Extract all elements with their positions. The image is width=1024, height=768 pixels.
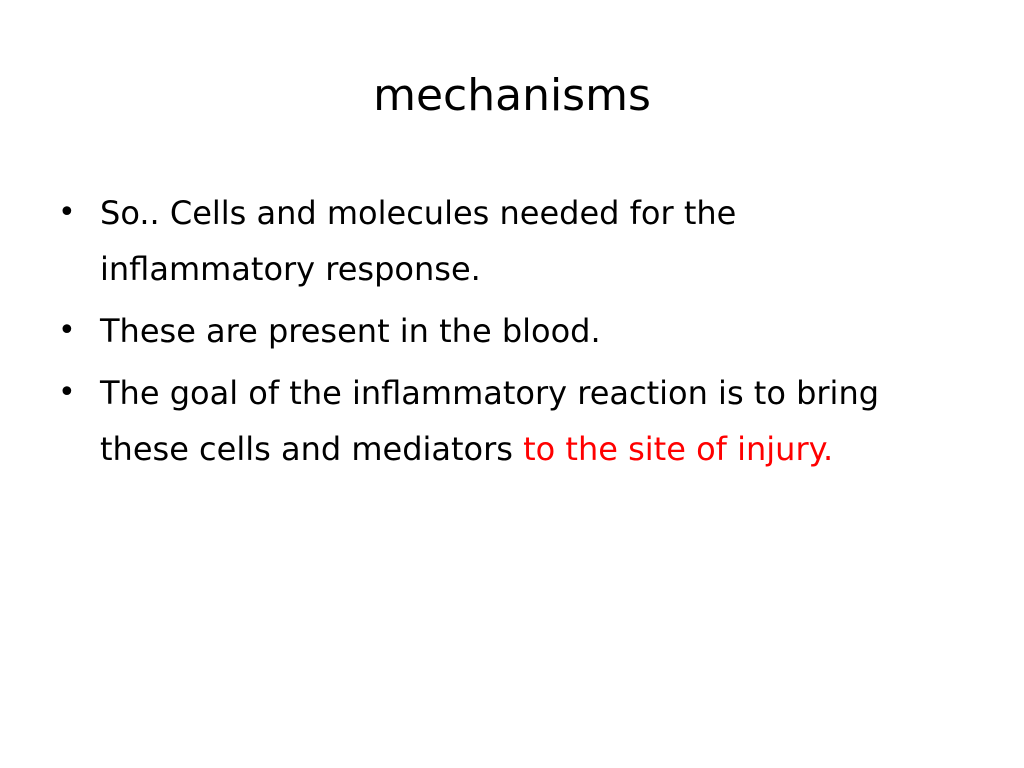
bullet-item-3 <box>58 365 958 477</box>
bullet-text: The goal of the inflammatory reaction is to bring these cells and mediators <box>100 374 880 468</box>
bullet-item-2 <box>58 303 958 359</box>
slide-title: mechanisms <box>373 70 651 121</box>
bullet-icon: • <box>58 375 76 410</box>
bullet-list <box>58 185 958 483</box>
bullet-icon: • <box>58 195 76 230</box>
bullet-text: So.. Cells and molecules needed for the inflammatory response. <box>100 194 737 288</box>
bullet-highlight-text: to the site of injury. <box>523 430 834 468</box>
bullet-item-1 <box>58 185 958 297</box>
bullet-icon: • <box>58 313 76 348</box>
bullet-text: These are present in the blood. <box>100 312 601 350</box>
